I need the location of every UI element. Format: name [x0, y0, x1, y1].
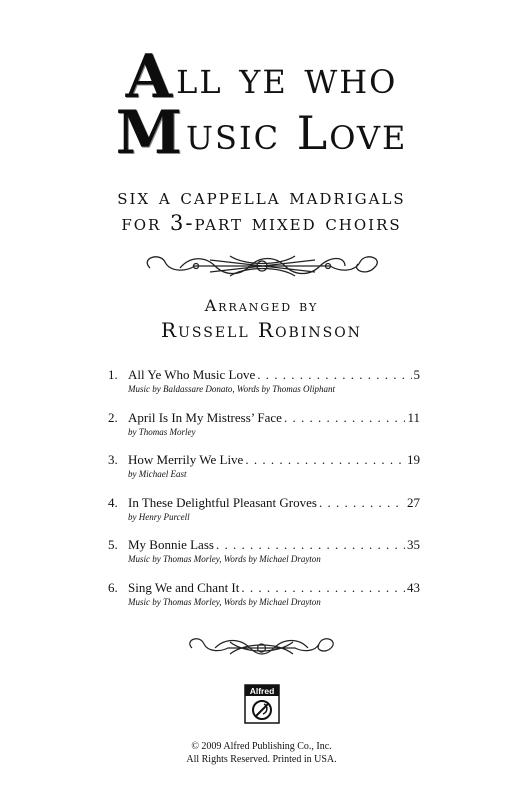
dot-leader	[241, 579, 405, 596]
entry-credit: by Michael East	[128, 469, 187, 479]
dot-leader	[216, 536, 405, 553]
entry-page: 5	[413, 367, 420, 382]
alfred-logo	[244, 684, 280, 724]
title-line-1-rest: ll ye who	[176, 50, 398, 104]
list-item	[108, 366, 420, 409]
entry-number: 6.	[108, 579, 118, 595]
copyright-line-1: © 2009 Alfred Publishing Co., Inc.	[191, 741, 332, 752]
title-initial-a: A	[125, 42, 175, 112]
entry-number: 3.	[108, 452, 118, 467]
arranger-name: Russell Robinson	[161, 318, 362, 342]
entry-credit: Music by Baldassare Donato, Words by Thomas Oliphant	[128, 384, 335, 394]
entry-credit: by Thomas Morley	[128, 426, 196, 437]
entry-title: How Merrily We Live	[128, 452, 244, 467]
entry-number: 2.	[108, 409, 118, 425]
entry-page: 19	[407, 452, 420, 467]
dot-leader	[257, 366, 411, 383]
dot-leader	[284, 409, 406, 426]
entry-title: All Ye Who Music Love	[128, 367, 256, 382]
entry-page: 11	[407, 409, 420, 425]
flourish-ornament-top	[0, 246, 523, 286]
list-item	[108, 409, 420, 452]
entry-page: 43	[407, 579, 420, 595]
flourish-ornament-bottom	[0, 630, 523, 666]
title-line-2-rest: usic Love	[186, 106, 408, 160]
entry-number: 1.	[108, 367, 118, 382]
page-title-line-2	[0, 98, 523, 168]
entry-credit: Music by Thomas Morley, Words by Michael Drayton	[128, 596, 321, 607]
entry-title: In These Delightful Pleasant Groves	[128, 494, 317, 510]
entry-title: Sing We and Chant It	[128, 579, 240, 595]
entry-page: 35	[407, 537, 420, 552]
table-of-contents	[108, 366, 420, 621]
entry-credit: Music by Thomas Morley, Words by Michael Drayton	[128, 554, 321, 564]
list-item	[108, 451, 420, 494]
subtitle-line-2: for 3-part mixed choirs	[121, 211, 402, 235]
arranged-by-label: Arranged by	[204, 296, 319, 315]
entry-title: April Is In My Mistress’ Face	[128, 409, 282, 425]
copyright-line-2: All Rights Reserved. Printed in USA.	[186, 754, 337, 765]
dot-leader	[245, 451, 405, 468]
dot-leader	[319, 494, 405, 511]
logo-text: Alfred	[249, 686, 275, 696]
entry-number: 4.	[108, 494, 118, 510]
list-item	[108, 536, 420, 579]
subtitle-line-1: six a cappella madrigals	[117, 185, 406, 209]
title-initial-m: M	[115, 98, 185, 168]
list-item	[108, 579, 420, 622]
entry-credit: by Henry Purcell	[128, 511, 190, 522]
entry-title: My Bonnie Lass	[128, 537, 214, 552]
list-item	[108, 494, 420, 537]
entry-number: 5.	[108, 537, 118, 552]
page-title-line-1	[0, 42, 523, 112]
entry-page: 27	[407, 494, 420, 510]
